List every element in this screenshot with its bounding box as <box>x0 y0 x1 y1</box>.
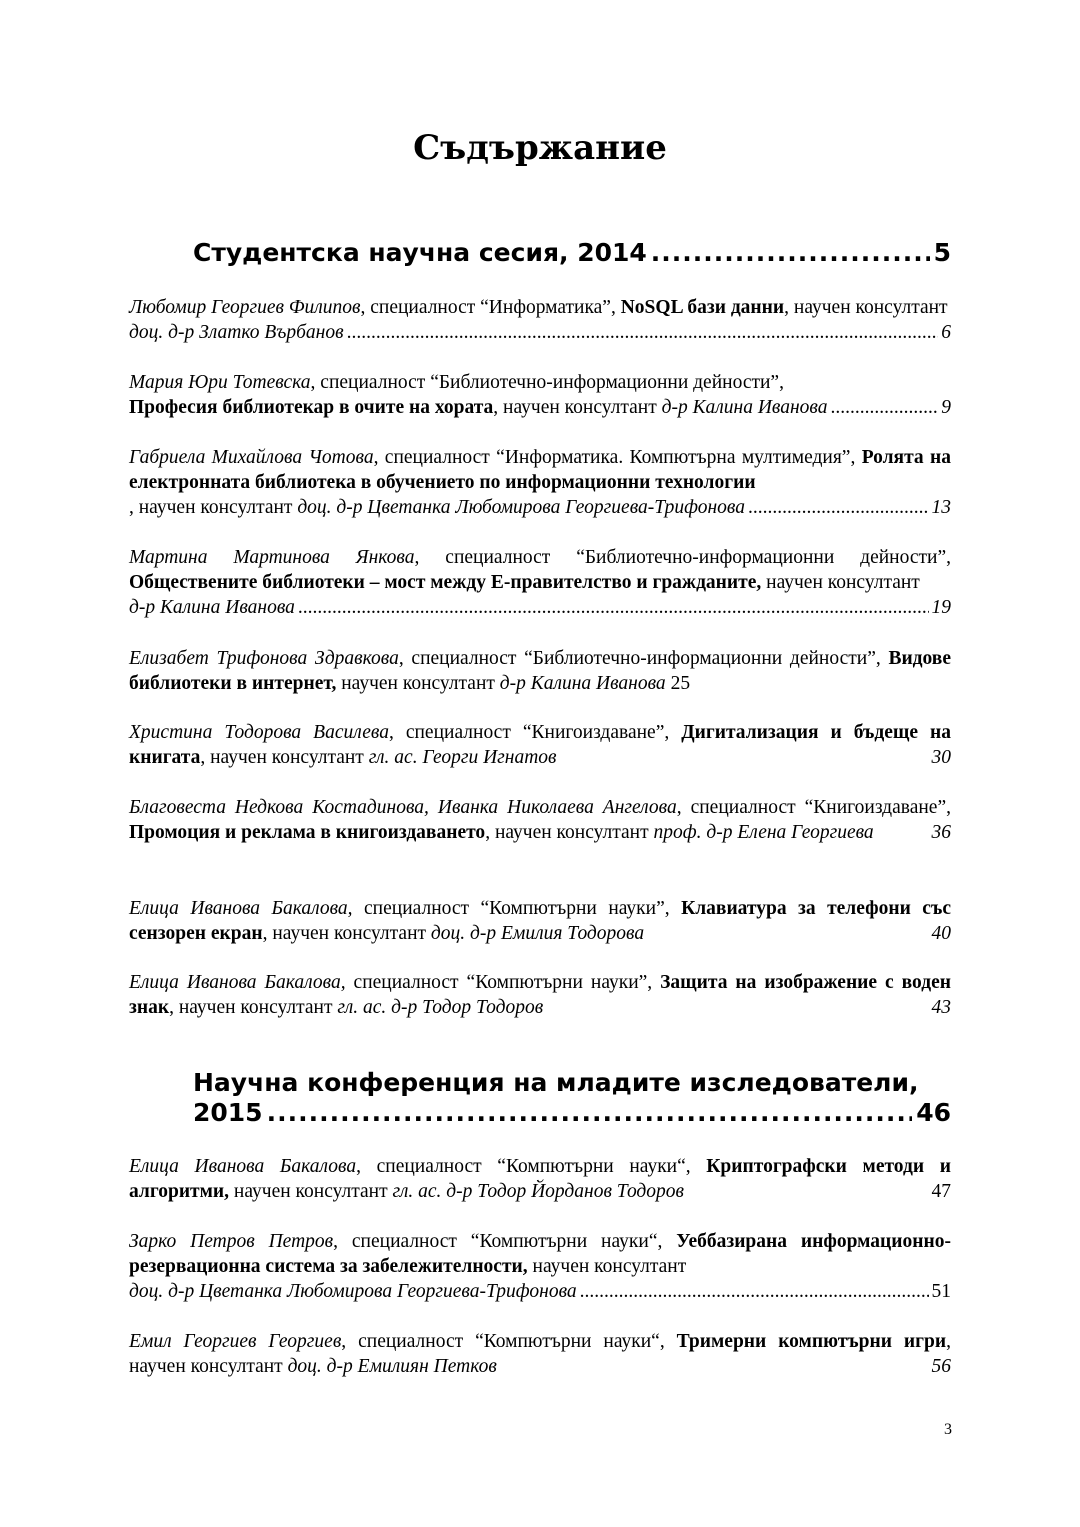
leader-dots <box>267 1098 913 1128</box>
entry-page-number: 9 <box>941 397 951 418</box>
toc-entry <box>129 295 951 345</box>
entry-specialty: , специалност “Компютърни науки“, <box>333 1231 677 1252</box>
entry-advisor-label: , научен консултант <box>493 397 662 418</box>
entry-page-number: 51 <box>931 1281 951 1302</box>
entry-topic: Промоция и реклама в книгоиздаването <box>129 822 486 843</box>
entry-author: Мария Юри Тотевска <box>129 372 311 393</box>
section-heading-year: 2015 <box>193 1098 263 1127</box>
leader-dots <box>748 495 929 520</box>
entry-advisor-label: , научен консултант <box>129 1331 951 1377</box>
entry-author: Елица Иванова Бакалова <box>129 1156 357 1177</box>
entry-topic: Криптографски методи и алгоритми, <box>129 1156 951 1202</box>
entry-page-number: 25 <box>670 673 691 694</box>
entry-advisor: д-р Калина Иванова <box>129 597 295 618</box>
entry-page-number: 30 <box>931 747 951 768</box>
entry-topic: NoSQL бази данни <box>620 297 785 318</box>
entry-specialty: , специалност “Информатика”, <box>360 297 621 318</box>
entry-advisor: д-р Калина Иванова <box>661 397 828 418</box>
entry-page-number: 47 <box>931 1181 951 1202</box>
entry-author: Благовеста Недкова Костадинова, Иванка Николаева Ангелова <box>129 797 677 818</box>
toc-entry <box>129 720 951 770</box>
entry-advisor-label: научен консултант <box>761 572 920 593</box>
entry-specialty: специалност “Компютърни науки”, <box>345 972 661 993</box>
entry-specialty: , специалност “Компютърни науки“, <box>356 1156 707 1177</box>
section-page-number: 5 <box>933 238 951 267</box>
entry-specialty: , специалност “Библиотечно-информационни дейности”, <box>414 547 951 568</box>
entry-specialty: , специалност “Библиотечно-информационни дейности”, <box>310 372 784 393</box>
entry-specialty: , специалност “Информатика. Компютърна мултимедия”, <box>373 447 862 468</box>
entry-advisor-label: , научен консултант <box>262 923 431 944</box>
entry-topic: Защита на изображение с воден знак <box>129 972 951 1018</box>
section-heading-2014 <box>193 238 951 268</box>
entry-specialty: , специалност “Книгоиздаване”, <box>676 797 951 818</box>
entry-topic: Тримерни компютърни игри <box>676 1331 947 1352</box>
entry-author: Христина Тодорова Василева <box>129 722 389 743</box>
entry-advisor: доц. д-р Цветанка Любомирова Георгиева-Трифонова <box>297 497 745 518</box>
toc-entry <box>129 370 951 420</box>
entry-topic: Клавиатура за телефони със сензорен екран <box>129 898 951 944</box>
entry-author: Любомир Георгиев Филипов <box>129 297 361 318</box>
entry-advisor: доц. д-р Емилиян Петков <box>287 1356 497 1377</box>
entry-topic: Професия библиотекар в очите на хората <box>129 397 494 418</box>
entry-advisor-label: , научен консултант <box>129 497 298 518</box>
section-heading-text: Студентска научна сесия, 2014 <box>193 238 647 267</box>
entry-author: Елица Иванова Бакалова, <box>129 972 346 993</box>
toc-entry <box>129 1329 951 1379</box>
toc-entry <box>129 896 951 946</box>
entry-author: Елизабет Трифонова Здравкова <box>129 648 399 669</box>
entry-page-number: 36 <box>931 822 951 843</box>
toc-entry <box>129 445 951 520</box>
entry-author: Габриела Михайлова Чотова <box>129 447 374 468</box>
leader-dots <box>347 320 939 345</box>
entry-topic: Обществените библиотеки – мост между Е-правителство и гражданите, <box>129 572 762 593</box>
entry-advisor-label: научен консултант <box>527 1256 687 1277</box>
entry-specialty: , специалност “Библиотечно-информационни дейности”, <box>398 648 889 669</box>
entry-advisor: проф. д-р Елена Георгиева <box>653 822 874 843</box>
entry-advisor: гл. ас. д-р Тодор Йорданов Тодоров <box>392 1181 685 1202</box>
leader-dots <box>580 1279 929 1304</box>
entry-advisor-label: , научен консултант <box>200 747 369 768</box>
leader-dots <box>831 395 939 420</box>
entry-topic: Видове библиотеки в интернет, <box>129 648 951 694</box>
section-page-number: 46 <box>916 1098 951 1127</box>
entry-advisor-label: , научен консултант <box>784 297 948 318</box>
entry-advisor: гл. ас. д-р Тодор Тодоров <box>337 997 544 1018</box>
section-heading-2015 <box>193 1068 951 1128</box>
entry-advisor-label: , научен консултант <box>169 997 338 1018</box>
toc-entry <box>129 1154 951 1204</box>
entry-author: Емил Георгиев Георгиев <box>129 1331 342 1352</box>
entry-topic: Ролята на електронната библиотека в обучението по информационни технологии <box>129 447 951 493</box>
entry-specialty: специалност “Компютърни науки”, <box>352 898 682 919</box>
entry-page-number: 40 <box>931 923 951 944</box>
entry-advisor: гл. ас. Георги Игнатов <box>368 747 557 768</box>
entry-advisor-label: научен консултант <box>336 673 500 694</box>
entry-author: Мартина Мартинова Янкова <box>129 547 415 568</box>
leader-dots <box>651 238 930 268</box>
entry-advisor-label: научен консултант <box>229 1181 393 1202</box>
entry-specialty: , специалност “Книгоиздаване”, <box>388 722 682 743</box>
entry-topic: Уеббазирана информационно-резервационна система за забележителности, <box>129 1231 951 1277</box>
page-number: 3 <box>944 1421 952 1438</box>
entry-page-number: 6 <box>941 322 951 343</box>
toc-entry <box>129 545 951 620</box>
page-title: Съдържание <box>413 128 667 168</box>
entry-topic: Дигитализация и бъдеще на книгата <box>129 722 951 768</box>
entry-page-number: 56 <box>931 1356 951 1377</box>
toc-entry <box>129 646 951 696</box>
entry-advisor: доц. д-р Емилия Тодорова <box>430 923 645 944</box>
entry-page-number: 19 <box>931 597 951 618</box>
entry-author: Елица Иванова Бакалова, <box>129 898 353 919</box>
entry-advisor-label: , научен консултант <box>485 822 654 843</box>
entry-page-number: 43 <box>931 997 951 1018</box>
entry-author: Зарко Петров Петров <box>129 1231 334 1252</box>
leader-dots <box>298 595 929 620</box>
toc-entry <box>129 1229 951 1304</box>
entry-page-number: 13 <box>931 497 951 518</box>
entry-specialty: , специалност “Компютърни науки“, <box>341 1331 677 1352</box>
toc-entry <box>129 795 951 845</box>
entry-advisor: доц. д-р Цветанка Любомирова Георгиева-Трифонова <box>129 1281 577 1302</box>
entry-advisor: доц. д-р Златко Върбанов <box>129 322 344 343</box>
section-heading-text: Научна конференция на младите изследователи, <box>193 1068 919 1097</box>
toc-entry <box>129 970 951 1020</box>
entry-advisor: д-р Калина Иванова <box>499 673 666 694</box>
